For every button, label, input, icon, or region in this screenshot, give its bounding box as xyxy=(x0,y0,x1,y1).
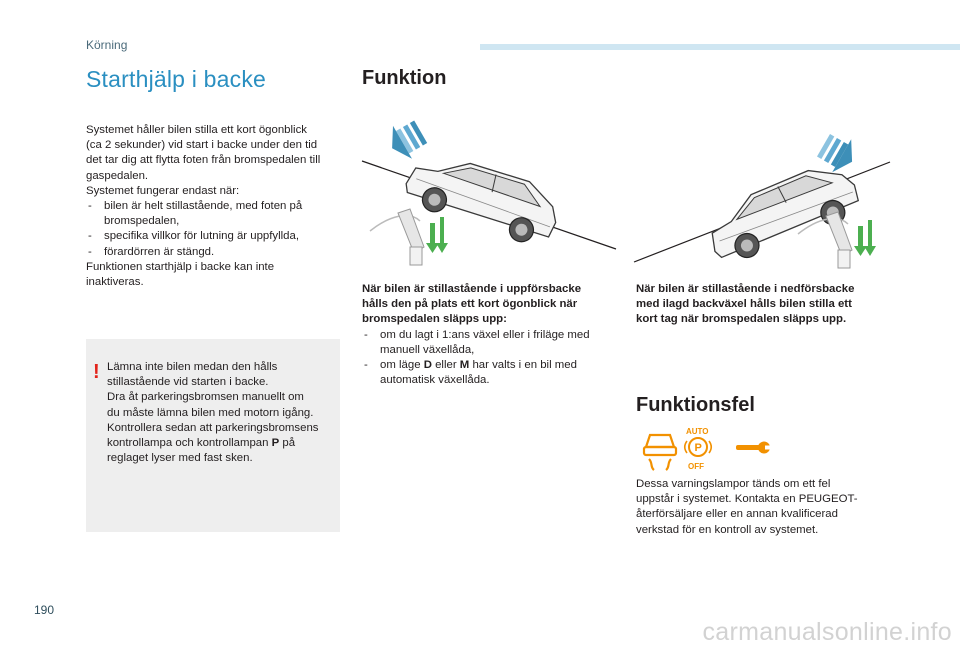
dash-marker: - xyxy=(88,245,92,258)
text-part: har valts i en bil med xyxy=(469,359,577,372)
section-title-funktion: Funktion xyxy=(362,67,447,89)
lamp-letter: P xyxy=(271,437,280,450)
warning-line: Lämna inte bilen medan den hålls xyxy=(107,361,278,373)
stability-control-lamp-icon xyxy=(644,435,676,470)
uphill-item xyxy=(362,358,618,388)
warning-line: du måste lämna bilen med motorn igång. xyxy=(107,406,314,419)
warning-line: Dra åt parkeringsbromsen manuellt om xyxy=(107,391,304,404)
note-line: Funktionen starthjälp i backe kan inte xyxy=(86,260,275,273)
condition-item xyxy=(86,199,342,229)
downhill-lead-line: kort tag när bromspedalen släpps upp. xyxy=(636,313,847,326)
uphill-illustration xyxy=(360,115,620,275)
page-title: Starthjälp i backe xyxy=(86,66,267,92)
dash-marker: - xyxy=(364,328,368,341)
dash-marker: - xyxy=(88,200,92,213)
brake-pedal-icon xyxy=(370,209,448,265)
intro-line: (ca 2 sekunder) vid start i backe under den tid xyxy=(86,139,318,152)
parking-brake-auto-off-lamp-icon xyxy=(685,427,712,471)
section-title-funktionsfel: Funktionsfel xyxy=(636,394,755,416)
header-accent-bar xyxy=(480,44,960,50)
gear-m: M xyxy=(459,359,470,372)
warning-exclamation-icon: ! xyxy=(93,361,100,383)
uphill-item-line: manuell växellåda, xyxy=(380,343,475,356)
fault-description xyxy=(636,477,884,538)
uphill-item-line xyxy=(380,358,618,373)
page-number: 190 xyxy=(34,603,55,617)
wrench-icon xyxy=(736,442,772,454)
text-part: eller xyxy=(431,359,460,372)
fault-line: verkstad för en kontroll av systemet. xyxy=(636,523,819,536)
intro-line: gaspedalen. xyxy=(86,169,149,182)
car-icon xyxy=(400,144,565,251)
gear-d: D xyxy=(423,359,432,372)
condition-line: specifika villkor för lutning är uppfyllda, xyxy=(104,230,299,243)
fault-line: Dessa varningslampor tänds om ett fel xyxy=(636,478,831,490)
downhill-lead-line: När bilen är stillastående i nedförsbacke xyxy=(636,283,855,295)
condition-line: bromspedalen, xyxy=(104,215,180,228)
downhill-illustration xyxy=(632,118,894,278)
dash-marker: - xyxy=(88,230,92,243)
uphill-item xyxy=(362,328,618,358)
dash-marker: - xyxy=(364,359,368,372)
downhill-description xyxy=(636,282,876,328)
uphill-item-line: automatisk växellåda. xyxy=(380,374,490,387)
condition-line: bilen är helt stillastående, med foten på xyxy=(104,200,303,213)
watermark: carmanualsonline.info xyxy=(702,618,952,646)
forward-motion-arrow-icon xyxy=(814,129,862,178)
warning-line-part: kontrollampa och kontrollampan xyxy=(107,437,269,450)
warning-line: reglaget lyser med fast sken. xyxy=(107,452,253,465)
section-label: Körning xyxy=(86,38,128,52)
backward-motion-arrow-icon xyxy=(383,115,431,164)
note-line: inaktiveras. xyxy=(86,276,144,289)
condition-line: förardörren är stängd. xyxy=(104,245,215,258)
condition-lead: Systemet fungerar endast när: xyxy=(86,184,240,197)
fault-line: uppstår i systemet. Kontakta en PEUGEOT- xyxy=(636,493,858,506)
fault-line: återförsäljare eller en annan kvalificerad xyxy=(636,508,838,521)
intro-line: det tar dig att flytta foten från bromspedalen till xyxy=(86,154,321,167)
warning-line: stillastående vid starten i backe. xyxy=(107,376,269,389)
uphill-lead-line: bromspedalen släpps upp: xyxy=(362,313,507,326)
uphill-lead-line: hålls den på plats ett kort ögonblick när xyxy=(362,298,578,311)
intro-text xyxy=(86,123,342,290)
warning-line: Kontrollera sedan att parkeringsbromsens xyxy=(107,421,319,434)
condition-item xyxy=(86,245,342,260)
condition-item xyxy=(86,229,342,244)
p-letter: P xyxy=(694,442,702,454)
warning-text xyxy=(107,360,337,466)
uphill-lead-line: När bilen är stillastående i uppförsbacke xyxy=(362,283,582,295)
warning-line-part: på xyxy=(279,437,296,450)
downhill-lead-line: med ilagd backväxel hålls bilen stilla ett xyxy=(636,298,852,311)
fault-warning-icons xyxy=(640,425,780,471)
text-part: om läge xyxy=(380,359,424,372)
uphill-item-line: om du lagt i 1:ans växel eller i friläge med xyxy=(380,328,590,341)
intro-line: Systemet håller bilen stilla ett kort ögonblick xyxy=(86,124,307,136)
auto-label: AUTO xyxy=(686,427,709,436)
warning-line xyxy=(107,436,337,451)
off-label: OFF xyxy=(688,462,704,471)
uphill-description xyxy=(362,282,618,388)
